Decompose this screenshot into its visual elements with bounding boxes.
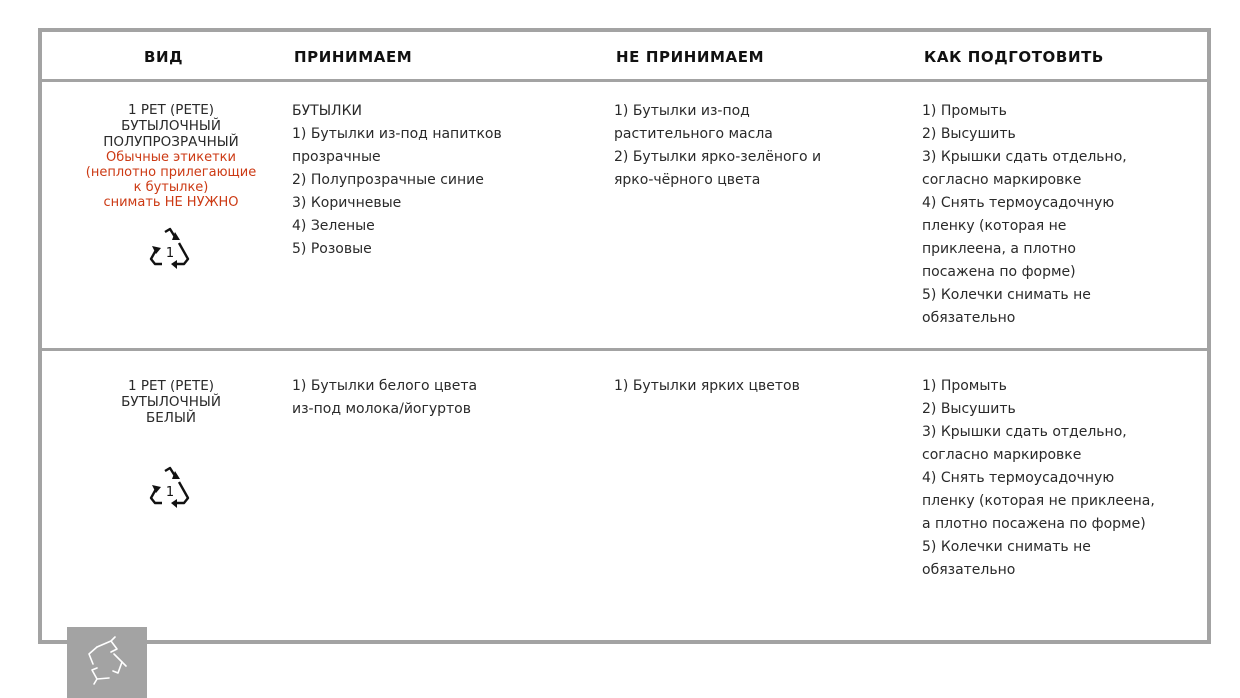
label-note xyxy=(42,150,300,210)
reject-line: 2) Бутылки ярко-зелёного и xyxy=(614,149,822,165)
accept-line: БУТЫЛКИ xyxy=(292,103,362,119)
prepare-line: 3) Крышки сдать отдельно, xyxy=(922,424,1127,440)
row-2-prepare xyxy=(922,375,1155,582)
prepare-line: посажена по форме) xyxy=(922,264,1076,280)
accept-line: 4) Зеленые xyxy=(292,218,375,234)
row-1-reject xyxy=(614,100,821,192)
type-line: БЕЛЫЙ xyxy=(146,410,196,426)
note-line: Обычные этикетки xyxy=(106,150,236,165)
accept-line: 5) Розовые xyxy=(292,241,372,257)
reject-line: 1) Бутылки ярких цветов xyxy=(614,378,800,394)
prepare-line: 5) Колечки снимать не xyxy=(922,287,1091,303)
accept-line: из-под молока/йогуртов xyxy=(292,401,471,417)
type-line: 1 PET (PETE) xyxy=(127,102,215,118)
prepare-line: пленку (которая не приклеена, xyxy=(922,493,1155,509)
resin-code-number: 1 xyxy=(165,246,175,261)
prepare-line: а плотно посажена по форме) xyxy=(922,516,1146,532)
reject-line: ярко-чёрного цвета xyxy=(614,172,761,188)
accept-line: 1) Бутылки из-под напитков xyxy=(292,126,502,142)
accept-line: прозрачные xyxy=(292,149,381,165)
prepare-line: обязательно xyxy=(922,562,1016,578)
recycling-table xyxy=(38,28,1211,644)
row-1-type xyxy=(42,102,300,210)
prepare-line: 5) Колечки снимать не xyxy=(922,539,1091,555)
type-line: БУТЫЛОЧНЫЙ xyxy=(121,118,221,134)
recycle-triangle-icon xyxy=(148,465,192,509)
header-prepare: КАК ПОДГОТОВИТЬ xyxy=(924,48,1104,66)
header-reject: НЕ ПРИНИМАЕМ xyxy=(616,48,765,66)
row-1-prepare xyxy=(922,100,1127,330)
prepare-line: 1) Промыть xyxy=(922,378,1007,394)
prepare-line: согласно маркировке xyxy=(922,447,1082,463)
reject-line: растительного масла xyxy=(614,126,773,142)
table-header xyxy=(42,32,1207,82)
resin-code-number: 1 xyxy=(165,485,175,500)
accept-line: 1) Бутылки белого цвета xyxy=(292,378,478,394)
prepare-line: 3) Крышки сдать отдельно, xyxy=(922,149,1127,165)
note-line: (неплотно прилегающие xyxy=(85,165,257,180)
prepare-line: приклеена, а плотно xyxy=(922,241,1076,257)
type-line: ПОЛУПРОЗРАЧНЫЙ xyxy=(103,134,239,150)
row-2-type xyxy=(42,378,300,426)
header-type: ВИД xyxy=(144,48,184,66)
type-line: БУТЫЛОЧНЫЙ xyxy=(121,394,221,410)
prepare-line: согласно маркировке xyxy=(922,172,1082,188)
accept-line: 3) Коричневые xyxy=(292,195,402,211)
header-accept: ПРИНИМАЕМ xyxy=(294,48,413,66)
prepare-line: 2) Высушить xyxy=(922,126,1016,142)
corner-badge xyxy=(67,627,147,698)
row-2-reject xyxy=(614,375,800,398)
recycle-arrows-icon xyxy=(67,627,147,698)
prepare-line: 4) Снять термоусадочную xyxy=(922,470,1115,486)
row-2-accept xyxy=(292,375,477,421)
reject-line: 1) Бутылки из-под xyxy=(614,103,750,119)
note-line: снимать НЕ НУЖНО xyxy=(103,195,239,210)
note-line: к бутылке) xyxy=(133,180,209,195)
recycle-triangle-icon xyxy=(148,226,192,270)
accept-line: 2) Полупрозрачные синие xyxy=(292,172,484,188)
row-divider xyxy=(42,348,1207,351)
prepare-line: обязательно xyxy=(922,310,1016,326)
prepare-line: 4) Снять термоусадочную xyxy=(922,195,1115,211)
prepare-line: 2) Высушить xyxy=(922,401,1016,417)
row-1-accept xyxy=(292,100,502,261)
prepare-line: 1) Промыть xyxy=(922,103,1007,119)
type-line: 1 PET (PETE) xyxy=(127,378,215,394)
prepare-line: пленку (которая не xyxy=(922,218,1067,234)
